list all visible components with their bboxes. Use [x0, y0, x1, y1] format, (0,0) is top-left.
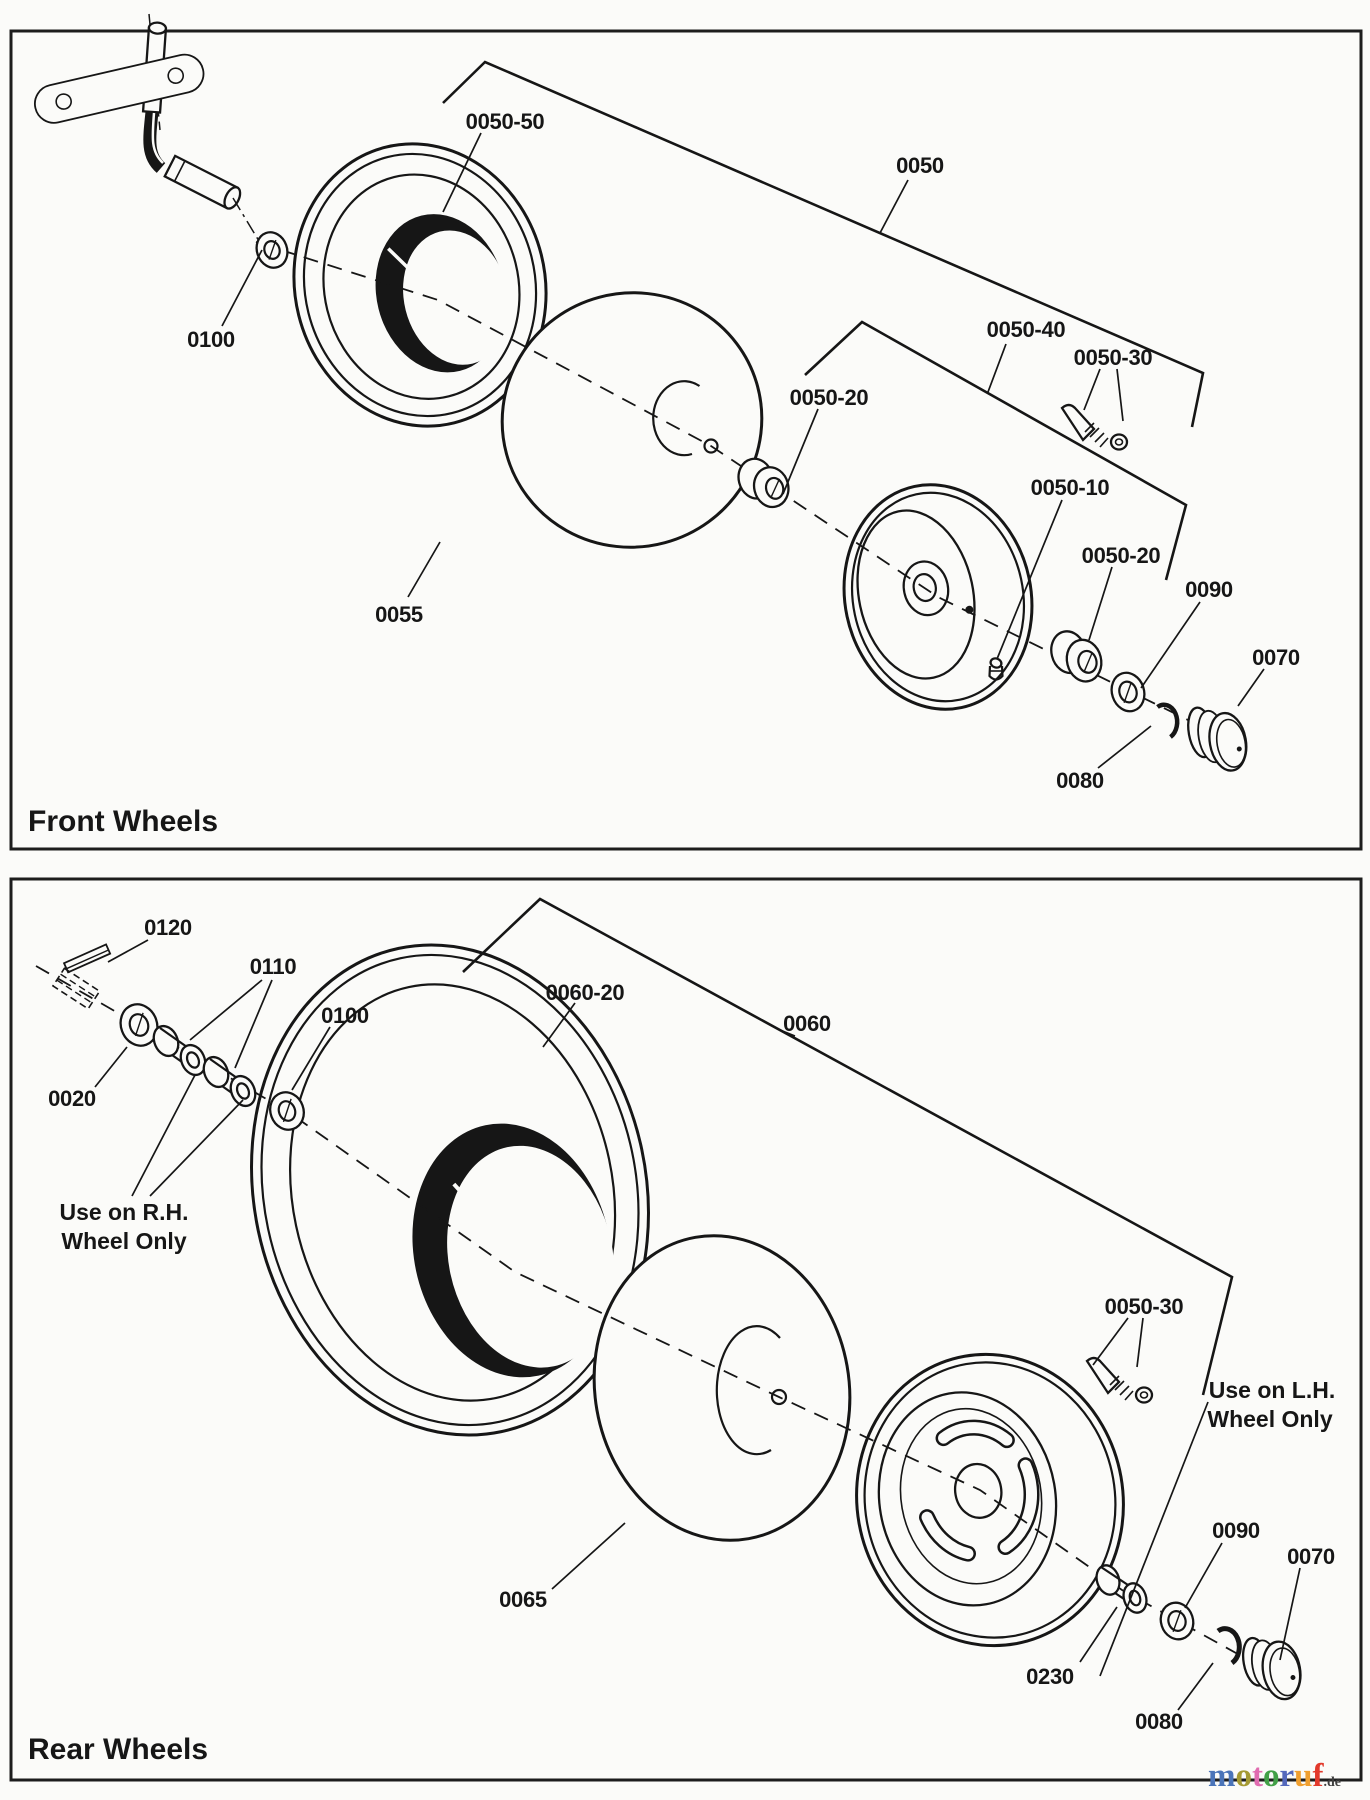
part-label-0070-rear: 0070	[1287, 1544, 1335, 1569]
motoruf-logo[interactable]	[1208, 1758, 1341, 1794]
part-label-0050: 0050	[896, 153, 944, 178]
part-label-0060: 0060	[783, 1011, 831, 1036]
part-label-0070: 0070	[1252, 645, 1300, 670]
part-label-0100-rear: 0100	[321, 1003, 369, 1028]
part-label-0050-20-left: 0050-20	[789, 385, 869, 410]
note-rh-line1: Use on R.H.	[59, 1199, 189, 1225]
note-rh-line2: Wheel Only	[61, 1228, 187, 1254]
part-label-0055: 0055	[375, 602, 423, 627]
part-label-0230: 0230	[1026, 1664, 1074, 1689]
part-label-0110: 0110	[249, 954, 297, 979]
part-label-0050-50: 0050-50	[465, 109, 545, 134]
part-label-0050-30: 0050-30	[1073, 345, 1153, 370]
logo-letter: f	[1312, 1758, 1324, 1794]
part-label-0080: 0080	[1056, 768, 1104, 793]
part-label-0120: 0120	[144, 915, 192, 940]
front-panel-title: Front Wheels	[28, 805, 219, 838]
part-label-0080-rear: 0080	[1135, 1709, 1183, 1734]
logo-letter: o	[1235, 1758, 1252, 1794]
part-label-0050-20-right: 0050-20	[1081, 543, 1161, 568]
part-label-0020: 0020	[48, 1086, 96, 1111]
part-label-0050-10: 0050-10	[1030, 475, 1110, 500]
logo-letter: u	[1294, 1758, 1313, 1794]
logo-letter: r	[1279, 1758, 1295, 1794]
rear-panel-title: Rear Wheels	[28, 1733, 209, 1766]
logo-letter: o	[1263, 1758, 1280, 1794]
logo-letter: t	[1252, 1758, 1263, 1794]
logo-letter: m	[1208, 1758, 1236, 1794]
part-label-0090: 0090	[1185, 577, 1233, 602]
part-label-0065: 0065	[499, 1587, 547, 1612]
part-label-0090-rear: 0090	[1212, 1518, 1260, 1543]
part-label-0060-20: 0060-20	[545, 980, 625, 1005]
part-label-0050-40: 0050-40	[986, 317, 1066, 342]
part-label-0050-30-rear: 0050-30	[1104, 1294, 1184, 1319]
logo-suffix: .de	[1323, 1775, 1342, 1790]
note-lh-line1: Use on L.H.	[1208, 1377, 1336, 1403]
part-label-0100: 0100	[187, 327, 235, 352]
note-lh-line2: Wheel Only	[1207, 1406, 1333, 1432]
